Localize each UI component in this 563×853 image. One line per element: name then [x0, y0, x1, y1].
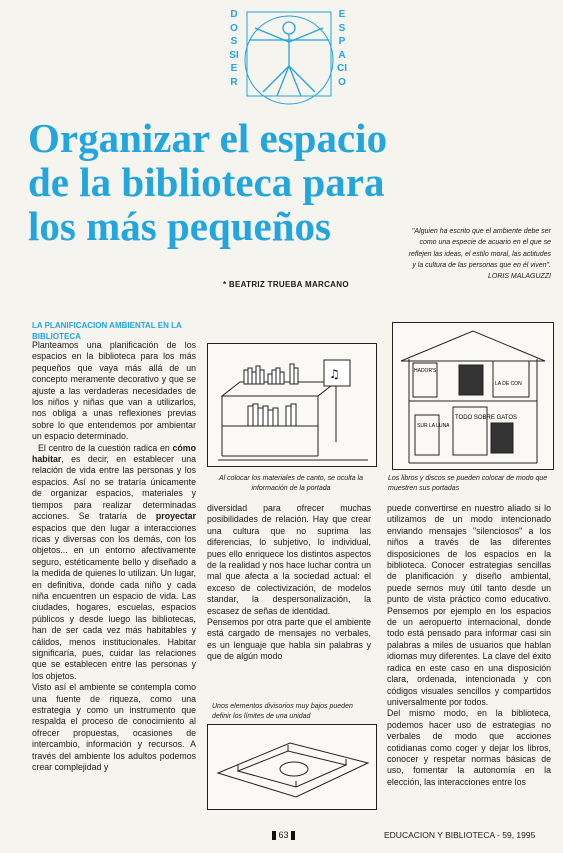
- emphasis-text: proyectar: [155, 511, 196, 522]
- paragraph: Planteamos una planificación de los espacios en la biblioteca para los más pequeños que vaya más allá de un concepto meramente decorativo y que se ajuste a las verdaderas necesidades de los niños y niñas que van a utilizarlos, nos obliga a unas reflexiones previas sobre lo que entendemos por ambientar un espacio determinado.: [32, 340, 196, 442]
- text-run: , es decir, en establecer una relación de vida entre las personas y los espacios. Así no se trataría únicamente de organizar espacios, materiales y tiempos para realizar determinadas acciones. Se trataría de: [32, 454, 196, 522]
- figure-1-caption: Al colocar los materiales de canto, se oculta la información de la portada: [219, 475, 363, 492]
- column-2: [207, 503, 371, 663]
- book-cover-text: TODO SOBRE GATOS: [455, 415, 518, 421]
- article-title: Organizar el espacio de la biblioteca para los más pequeños: [28, 115, 388, 249]
- display-shelf-drawing: [393, 323, 553, 469]
- column-1: [32, 340, 196, 773]
- paragraph: Del mismo modo, en la biblioteca, podemos hacer uso de estrategias no verbales de modo que acciones cotidianas como coger y dejar los libros, conocer y respetar normas básicas de uso, fomentar la autonomía en la elección, las interacciones entre los: [387, 708, 551, 787]
- section-heading: LA PLANIFICACION AMBIENTAL EN LA BIBLIOTECA: [32, 321, 182, 341]
- quote-text: "Alguien ha escrito que el ambiente debe ser como una especie de acuario en el que se reflejen las ideas, el estilo moral, las actitudes y la cultura de las personas que en él viven".: [408, 228, 551, 269]
- figure-3-caption: Unos elementos divisorios muy bajos pueden definir los límites de una unidad: [212, 703, 353, 720]
- figure-bookshelf-covers: [392, 322, 554, 470]
- article-author: * BEATRIZ TRUEBA MARCANO: [223, 280, 349, 289]
- book-cover-text: SUR LA LUNA: [417, 423, 450, 429]
- vitruvian-man-logo: [241, 8, 337, 106]
- paragraph: diversidad para ofrecer muchas posibilidades de relación. Hay que crear una cultura que no suprima las diferencias, lo subjetivo, lo individual, pues ello enriquece los distintos aspectos de la realidad y nos hace luchar contra un mal que afecta a la sociedad actual: el exceso de colectivización, de modelos standar, la despersonalización, la escasez de señas de identidad.: [207, 503, 371, 616]
- dividers-drawing: [208, 725, 376, 809]
- paragraph: puede convertirse en nuestro aliado si lo utilizamos de un modo intencionado enviando mensajes "silenciosos" a los niños a través de las diferentes disposiciones de los espacios en la biblioteca. Conocer estrategias sencillas de planificación y diseño ambiental, puede sernos muy útil tanto desde un punto de vista práctico como educativo. Pensemos por ejemplo en los espacios de un aeropuerto internacional, donde todo está pensado para informar casi sin palabras a miles de usuarios que hablan idiomas muy diferentes. La clave del éxito radica en este caso en una disposición clara, ordenada, intencionada y con códigos visuales sencillos y compartidos universalmente por todos.: [387, 503, 551, 707]
- espacio-label: ESPACIO: [337, 9, 347, 88]
- page-number: [272, 830, 295, 840]
- book-cover-text: HADOR'S: [414, 368, 437, 374]
- figure-bookshelf-spines: [207, 343, 377, 467]
- paragraph: Visto así el ambiente se contempla como una fuente de riqueza, como una estrategia y como un instrumento que respalda el proceso de conocimiento al ofrecer propuestas, ocasiones de intercambio, información y recursos. A través del ambiente los adultos podemos crear complejidad y: [32, 682, 196, 773]
- page-number-text: 63: [278, 830, 289, 840]
- book-cover-text: LA DE CON: [495, 381, 522, 387]
- epigraph-quote: [408, 226, 551, 282]
- quote-author: LORIS MALAGUZZI: [487, 273, 551, 281]
- column-3: [387, 503, 551, 788]
- music-notes-icon: ♫: [329, 367, 340, 381]
- emphasis-text: cómo habitar: [32, 442, 196, 465]
- paragraph: [32, 443, 196, 683]
- bookshelf-drawing: [208, 344, 376, 466]
- figure-low-dividers: [207, 724, 377, 810]
- journal-name: EDUCACION Y BIBLIOTECA - 59, 1995: [384, 830, 536, 840]
- dossier-label: DOSSIER: [229, 9, 239, 88]
- text-run: El centro de la cuestión radica en: [38, 442, 173, 453]
- figure-2-caption: Los libros y discos se pueden colocar de modo que muestren sus portadas: [388, 475, 548, 492]
- paragraph: Pensemos por otra parte que el ambiente está cargado de mensajes no verbales, es un lenguaje que habla sin palabras y que de algún modo: [207, 617, 371, 662]
- text-run: espacios que den lugar a interacciones ricas y diversas con los demás, con los objetos... en un entorno afectivamente seguro, estéticamente bello y diseñado a la medida de quienes lo utilizan. Un lugar, en definitiva, donde cada niño y cada niña encuentren un espacio de vida. Las ciudades, hogares, escuelas, espacios públicos y desde luego las bibliotecas, han de ser cada vez más habitables y cálidos, menos institucionales. Habitar significaría, pues, cuidar las relaciones que se establecen entre las personas y los objetos.: [32, 522, 196, 681]
